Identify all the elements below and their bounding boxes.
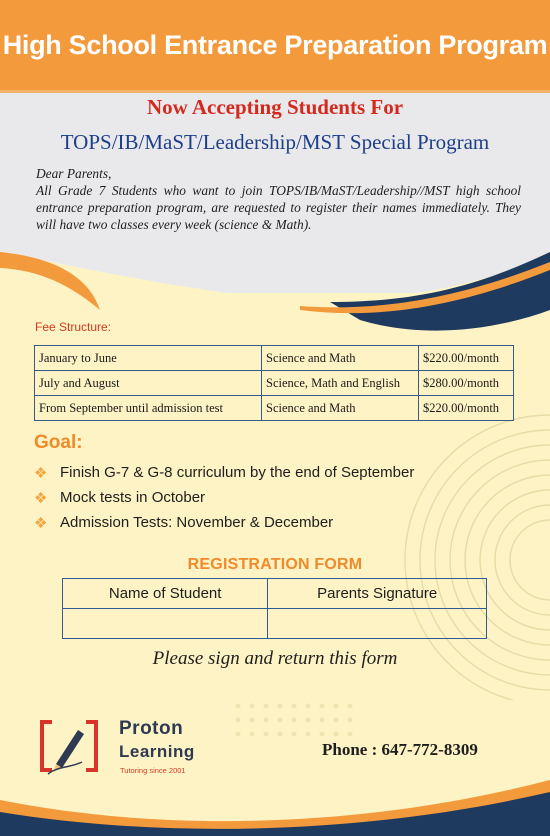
table-row [63,609,487,639]
letter-salutation: Dear Parents, [36,166,112,181]
table-row [35,346,514,371]
fee-price: $220.00/month [419,396,514,421]
title-banner [0,0,550,93]
fee-price: $280.00/month [419,371,514,396]
phone-number: Phone : 647-772-8309 [322,740,478,759]
list-item [34,485,414,510]
diamond-bullet-icon: ❖ [34,464,48,482]
registration-heading: REGISTRATION FORM [187,556,363,573]
parent-letter [36,165,521,233]
goal-text: Mock tests in October [60,489,206,506]
page-title: High School Entrance Preparation Program [2,29,548,60]
table-row [35,371,514,396]
registration-table [62,578,487,639]
table-row [35,396,514,421]
letter-body: All Grade 7 Students who want to join TOPS/IB/MaST/Leadership//MST high school entrance preparation program, are requested to register their names immediately. They will have two classes every week (science & Math). [36,183,521,232]
student-name-field[interactable] [63,609,268,639]
goal-text: Finish G-7 & G-8 curriculum by the end of September [60,464,415,481]
fee-subjects: Science, Math and English [262,371,419,396]
table-row [63,579,487,609]
list-item [34,510,414,535]
fee-structure-label: Fee Structure: [35,320,112,334]
programs-heading: TOPS/IB/MaST/Leadership/MST Special Program [60,130,490,154]
diamond-bullet-icon: ❖ [34,489,48,507]
brand-name-line2: Learning [119,742,195,761]
fee-price: $220.00/month [419,346,514,371]
goal-text: Admission Tests: November & December [60,514,334,531]
signature-field[interactable] [268,609,487,639]
fee-period: July and August [35,371,262,396]
student-name-header: Name of Student [63,579,268,609]
fee-period: From September until admission test [35,396,262,421]
brand-name-line1: Proton [119,718,184,739]
fee-subjects: Science and Math [262,346,419,371]
fee-subjects: Science and Math [262,396,419,421]
goal-heading: Goal: [34,432,83,453]
proton-logo-pencil-icon [38,716,100,776]
fee-table [34,345,514,421]
goal-list [34,460,414,535]
fee-period: January to June [35,346,262,371]
brand-tagline: Tutoring since 2001 [120,766,186,775]
accepting-heading: Now Accepting Students For [146,95,404,119]
list-item [34,460,414,485]
diamond-bullet-icon: ❖ [34,514,48,532]
signature-header: Parents Signature [268,579,487,609]
return-instruction: Please sign and return this form [152,648,398,669]
